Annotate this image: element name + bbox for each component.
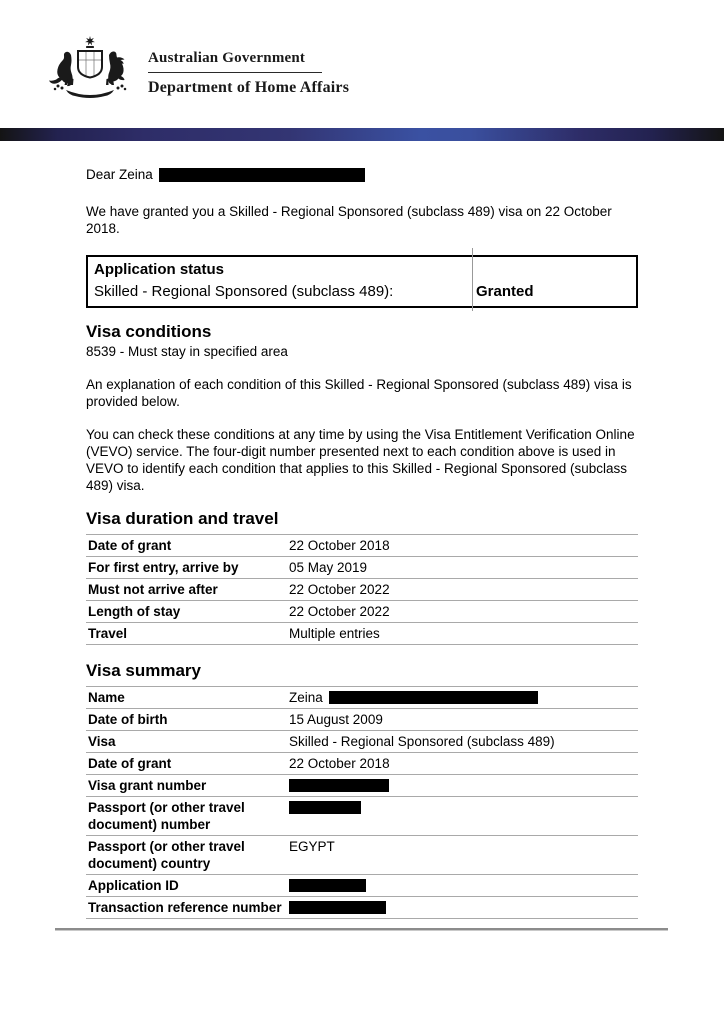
row-label: Travel <box>88 626 128 641</box>
row-label: Date of grant <box>88 538 172 553</box>
table-row <box>86 797 638 836</box>
application-status-row <box>94 282 630 302</box>
vevo-paragraph: You can check these conditions at any time by using the Visa Entitlement Verification Online (VEVO) service. The four-digit number presented next to each condition above is used in VEVO to identify each condition that applies to this Skilled - Regional Sponsored (subclass 489) visa. <box>86 427 635 493</box>
visa-subclass-label: Skilled - Regional Sponsored (subclass 489): <box>94 283 394 300</box>
row-label: Passport (or other travel document) number <box>88 800 245 832</box>
agency-name-line2: Department of Home Affairs <box>148 79 350 96</box>
row-label: Transaction reference number <box>88 900 282 915</box>
row-value: 22 October 2022 <box>289 604 390 619</box>
row-value <box>289 777 638 794</box>
row-label: Passport (or other travel document) country <box>88 839 245 871</box>
table-row <box>86 836 638 875</box>
redaction-bar <box>159 168 365 182</box>
intro-paragraph: We have granted you a Skilled - Regional Sponsored (subclass 489) visa on 22 October 2018. <box>86 204 612 236</box>
table-row <box>86 623 638 645</box>
visa-conditions-heading: Visa conditions <box>86 322 212 341</box>
visa-summary-table <box>86 686 638 919</box>
table-row <box>86 775 638 797</box>
row-label: For first entry, arrive by <box>88 560 239 575</box>
redaction-bar <box>289 901 386 914</box>
row-value: 22 October 2022 <box>289 582 390 597</box>
row-label: Visa <box>88 734 116 749</box>
agency-name-line1: Australian Government <box>148 50 306 66</box>
table-row <box>86 687 638 709</box>
row-value: EGYPT <box>289 839 335 854</box>
visa-condition-item: 8539 - Must stay in specified area <box>86 344 288 359</box>
row-label: Application ID <box>88 878 179 893</box>
row-value <box>289 689 638 706</box>
table-row <box>86 753 638 775</box>
table-row <box>86 557 638 579</box>
row-value: 22 October 2018 <box>289 756 390 771</box>
row-label: Length of stay <box>88 604 181 619</box>
table-row <box>86 535 638 557</box>
table-row <box>86 601 638 623</box>
row-value: 05 May 2019 <box>289 560 368 575</box>
row-value: Multiple entries <box>289 626 380 641</box>
row-label: Date of birth <box>88 712 168 727</box>
row-value: 15 August 2009 <box>289 712 383 727</box>
redaction-bar <box>289 879 366 892</box>
status-column-divider <box>472 248 473 311</box>
table-row <box>86 709 638 731</box>
visa-duration-table <box>86 534 638 645</box>
row-label: Date of grant <box>88 756 172 771</box>
salutation-line <box>86 166 638 183</box>
application-status-title: Application status <box>94 261 225 278</box>
redaction-bar <box>289 779 389 792</box>
row-label: Name <box>88 690 125 705</box>
redaction-bar <box>329 691 538 704</box>
letter-content <box>86 0 638 919</box>
table-row <box>86 875 638 897</box>
visa-duration-heading: Visa duration and travel <box>86 509 279 528</box>
visa-summary-heading: Visa summary <box>86 661 201 680</box>
table-row <box>86 731 638 753</box>
table-row <box>86 897 638 919</box>
salutation-text: Dear Zeina <box>86 167 153 182</box>
conditions-explanation-paragraph: An explanation of each condition of this Skilled - Regional Sponsored (subclass 489) visa is provided below. <box>86 377 632 409</box>
row-value: Skilled - Regional Sponsored (subclass 489) <box>289 734 555 749</box>
row-value <box>289 799 638 833</box>
application-status-box <box>86 255 638 308</box>
name-visible-part: Zeina <box>289 690 323 705</box>
table-row <box>86 579 638 601</box>
redaction-bar <box>289 801 361 814</box>
row-value <box>289 877 638 894</box>
row-label: Visa grant number <box>88 778 207 793</box>
status-granted-value: Granted <box>476 283 534 300</box>
row-value: 22 October 2018 <box>289 538 390 553</box>
row-value <box>289 899 638 916</box>
footer-divider <box>55 928 668 931</box>
row-label: Must not arrive after <box>88 582 218 597</box>
